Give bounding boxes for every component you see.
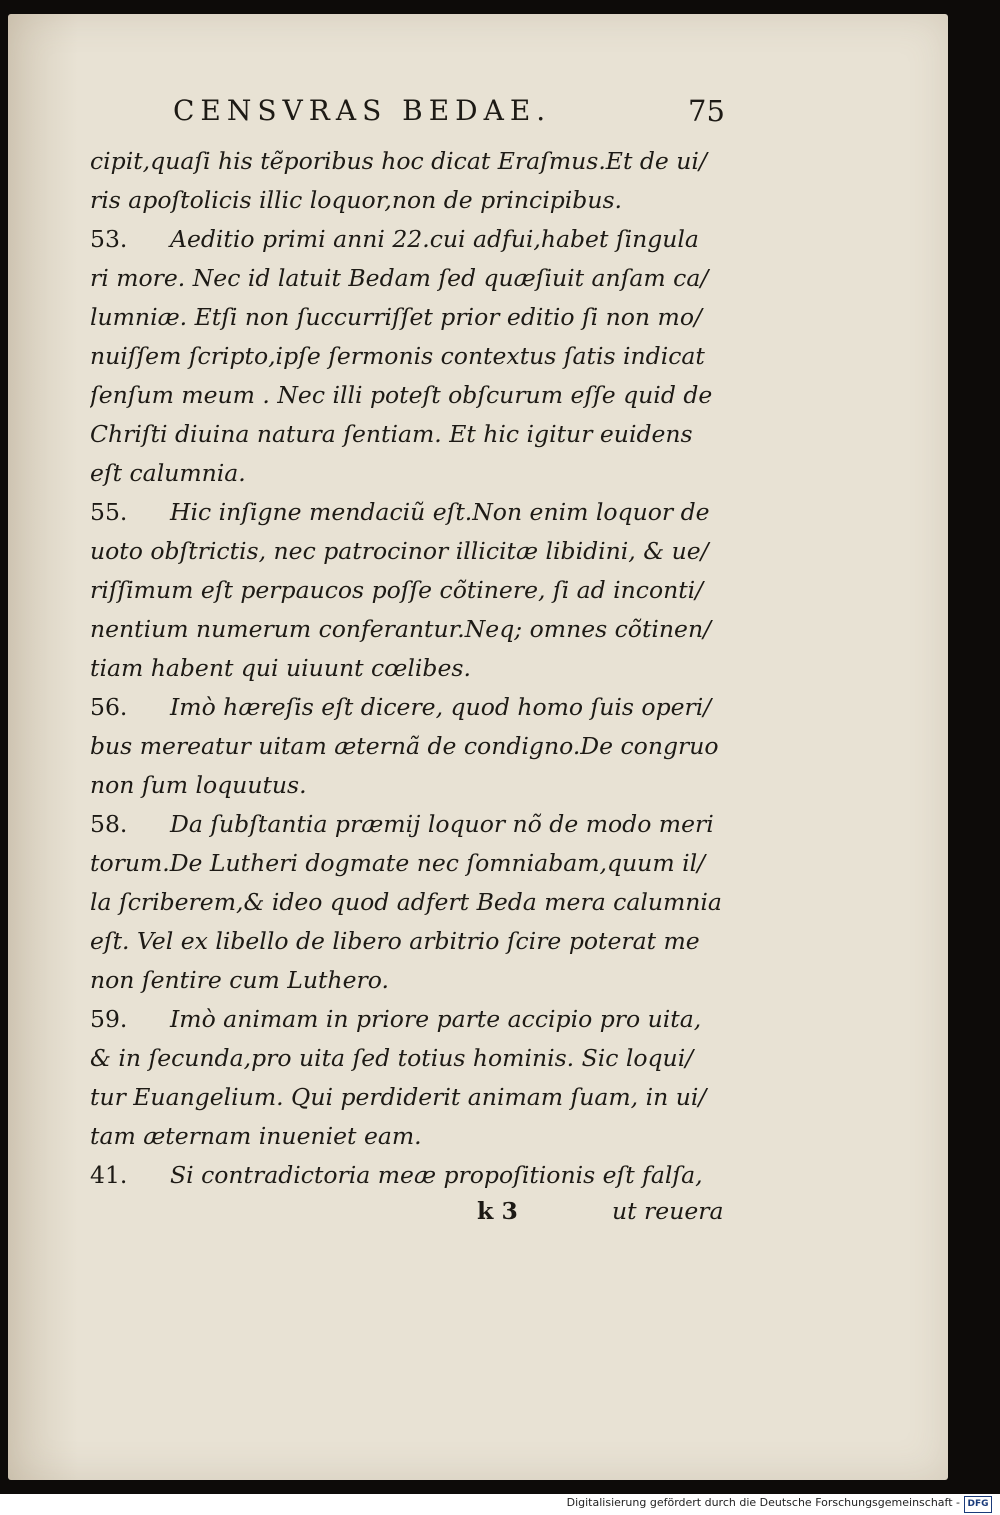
line-text: tur Euangelium. Qui perdiderit animam ſuam, in ui/: [90, 1083, 707, 1111]
page-number: 75: [688, 94, 725, 128]
catchword: ut reuera: [612, 1197, 724, 1225]
text-line: [90, 181, 740, 220]
line-text: Chriſti diuina natura ſentiam. Et hic igitur euidens: [90, 420, 693, 448]
line-text: Si contradictoria meæ propoſitionis eſt falſa,: [170, 1161, 703, 1189]
text-line: [90, 1078, 740, 1117]
page-header: [8, 94, 948, 134]
line-text: lumniæ. Etſi non ſuccurriſſet prior editio ſi non mo/: [90, 303, 702, 331]
text-line: [90, 727, 740, 766]
section-number: 55.: [90, 498, 128, 526]
line-text: non ſentire cum Luthero.: [90, 966, 389, 994]
text-line: [90, 1000, 740, 1039]
running-title: CENSVRAS BEDAE.: [173, 94, 552, 127]
signature-mark: k 3: [477, 1197, 518, 1225]
text-line: [90, 142, 740, 181]
text-line: [90, 337, 740, 376]
body-text: [90, 142, 740, 1195]
text-line: [90, 961, 740, 1000]
text-line: [90, 1117, 740, 1156]
text-line: [90, 688, 740, 727]
text-line: [90, 454, 740, 493]
text-line: [90, 844, 740, 883]
line-text: tiam habent qui uiuunt cœlibes.: [90, 654, 471, 682]
section-number: 41.: [90, 1161, 128, 1189]
line-text: Hic inſigne mendaciũ eſt.Non enim loquor de: [170, 498, 710, 526]
text-line: [90, 1039, 740, 1078]
text-line: [90, 766, 740, 805]
text-line: [90, 493, 740, 532]
line-text: ris apoſtolicis illic loquor,non de principibus.: [90, 186, 622, 214]
line-text: cipit,quaſi his tẽporibus hoc dicat Eraſmus.Et de ui/: [90, 147, 707, 175]
text-line: [90, 883, 740, 922]
line-text: uoto obſtrictis, nec patrocinor illicitæ libidini, & ue/: [90, 537, 709, 565]
text-line: [90, 610, 740, 649]
text-line: [90, 376, 740, 415]
line-text: riſſimum eſt perpaucos poſſe cõtinere, ſi ad inconti/: [90, 576, 704, 604]
dfg-logo: DFG: [964, 1496, 992, 1513]
section-number: 56.: [90, 693, 128, 721]
line-text: ſenſum meum . Nec illi poteſt obſcurum eſſe quid de: [90, 381, 713, 409]
line-text: bus mereatur uitam æternã de condigno.De congruo: [90, 732, 719, 760]
text-line: [90, 298, 740, 337]
text-line: [90, 220, 740, 259]
line-text: ri more. Nec id latuit Bedam ſed quæſiuit anſam ca/: [90, 264, 709, 292]
text-line: [90, 415, 740, 454]
funding-credit: Digitalisierung gefördert durch die Deutsche Forschungsgemeinschaft -: [566, 1496, 960, 1509]
book-page: [8, 14, 948, 1480]
gutter-shadow: [8, 14, 78, 1480]
line-text: nentium numerum conferantur.Neq; omnes cõtinen/: [90, 615, 712, 643]
section-number: 53.: [90, 225, 128, 253]
line-text: Aeditio primi anni 22.cui adfui,habet ſingula: [170, 225, 699, 253]
line-text: Imò animam in priore parte accipio pro uita,: [170, 1005, 702, 1033]
line-text: eſt calumnia.: [90, 459, 246, 487]
text-line: [90, 532, 740, 571]
text-line: [90, 1156, 740, 1195]
line-text: la ſcriberem,& ideo quod adfert Beda mera calumnia: [90, 888, 722, 916]
section-number: 58.: [90, 810, 128, 838]
line-text: & in ſecunda,pro uita ſed totius hominis. Sic loqui/: [90, 1044, 694, 1072]
line-text: Imò hæreſis eſt dicere, quod homo ſuis operi/: [170, 693, 712, 721]
text-line: [90, 649, 740, 688]
signature-catchword-line: [82, 1192, 732, 1231]
line-text: eſt. Vel ex libello de libero arbitrio ſcire poterat me: [90, 927, 700, 955]
section-number: 59.: [90, 1005, 128, 1033]
line-text: tam æternam inueniet eam.: [90, 1122, 422, 1150]
text-line: [90, 571, 740, 610]
line-text: Da ſubſtantia præmij loquor nõ de modo meri: [170, 810, 714, 838]
text-line: [90, 805, 740, 844]
line-text: torum.De Lutheri dogmate nec ſomniabam,quum il/: [90, 849, 706, 877]
text-line: [90, 922, 740, 961]
text-line: [90, 259, 740, 298]
line-text: non ſum loquutus.: [90, 771, 307, 799]
line-text: nuiſſem ſcripto,ipſe ſermonis contextus ſatis indicat: [90, 342, 705, 370]
